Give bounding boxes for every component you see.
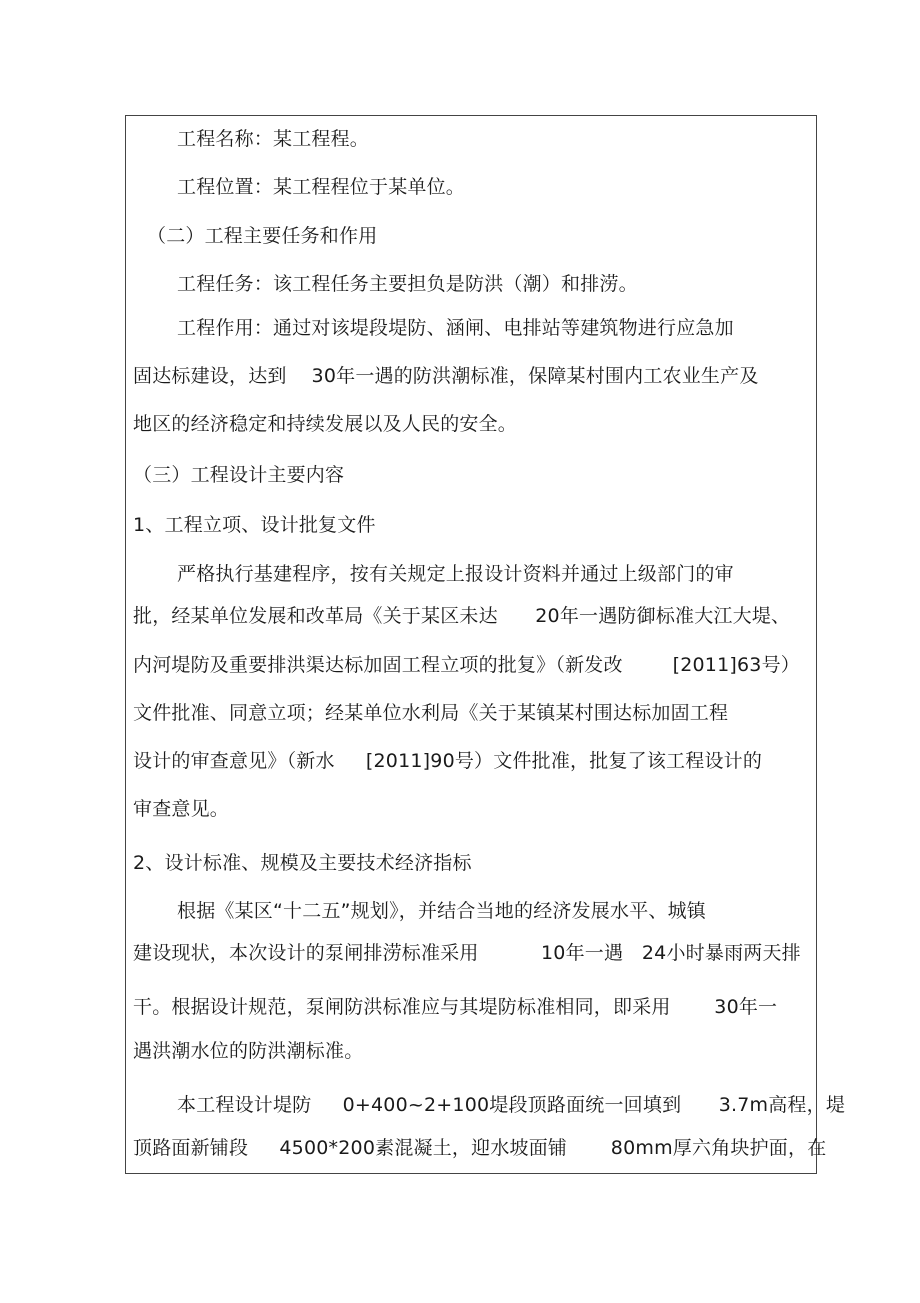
section-heading: 1、工程立项、设计批复文件 [133, 514, 376, 536]
text-line: 工程名称：某工程程。 [177, 128, 370, 150]
text-line: 干。根据设计规范，泵闸防洪标准应与其堤防标准相同，即采用 30年一 [133, 996, 778, 1018]
text-line: 遇洪潮水位的防洪潮标准。 [133, 1040, 364, 1062]
text-line: 地区的经济稳定和持续发展以及人民的安全。 [133, 413, 518, 435]
section-heading: （二）工程主要任务和作用 [147, 225, 378, 247]
text-line: 工程位置：某工程程位于某单位。 [177, 176, 466, 198]
text-line: 建设现状，本次设计的泵闸排涝标准采用 10年一遇 24小时暴雨两天排 [133, 942, 801, 964]
text-line: 文件批准、同意立项；经某单位水利局《关于某镇某村围达标加固工程 [133, 702, 729, 724]
text-line: 根据《某区“十二五”规划》，并结合当地的经济发展水平、城镇 [177, 900, 706, 922]
text-line: 工程作用：通过对该堤段堤防、涵闸、电排站等建筑物进行应急加 [177, 317, 734, 339]
section-heading: 2、设计标准、规模及主要技术经济指标 [133, 852, 472, 874]
text-line: 顶路面新铺段 4500*200素混凝土，迎水坡面铺 80mm厚六角块护面，在 [133, 1137, 827, 1159]
section-heading: （三）工程设计主要内容 [133, 464, 345, 486]
text-line: 审查意见。 [133, 798, 230, 820]
text-line: 设计的审查意见》（新水 [2011]90号）文件批准，批复了该工程设计的 [133, 750, 763, 772]
text-line: 严格执行基建程序，按有关规定上报设计资料并通过上级部门的审 [177, 563, 734, 585]
text-line: 本工程设计堤防 0+400~2+100堤段顶路面统一回填到 3.7m高程，堤 [177, 1094, 846, 1116]
text-line: 内河堤防及重要排洪渠达标加固工程立项的批复》（新发改 [2011]63号） [133, 654, 800, 676]
text-line: 批，经某单位发展和改革局《关于某区未达 20年一遇防御标准大江大堤、 [133, 605, 791, 627]
text-line: 固达标建设，达到 30年一遇的防洪潮标准，保障某村围内工农业生产及 [133, 365, 759, 387]
text-line: 工程任务：该工程任务主要担负是防洪（潮）和排涝。 [177, 273, 638, 295]
